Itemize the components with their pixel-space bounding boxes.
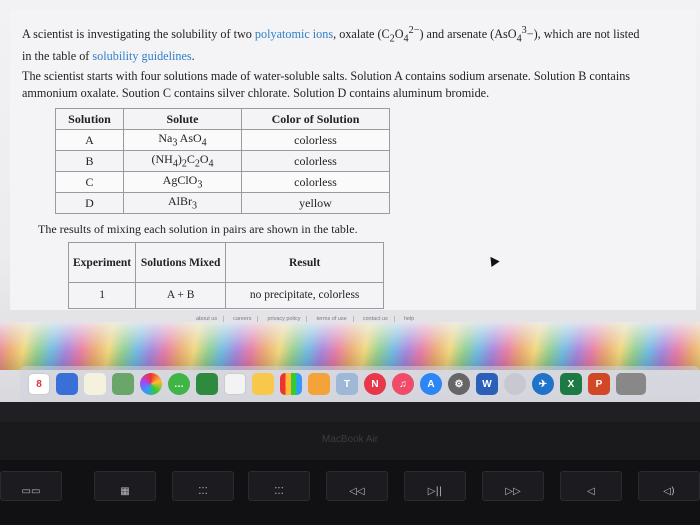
mail-icon[interactable] xyxy=(504,373,526,395)
keyboard-dim-glyph: ⁚⁚⁚ xyxy=(198,486,208,497)
notes-icon[interactable] xyxy=(84,373,106,395)
calendar-icon[interactable] xyxy=(28,373,50,395)
header-experiment: Experiment xyxy=(69,243,136,283)
question-page xyxy=(10,10,696,310)
solute-cell: AlBr$_3$ xyxy=(124,193,242,214)
notes-yellow-icon[interactable] xyxy=(252,373,274,395)
intro-text-5: in the table of xyxy=(22,48,93,63)
footer-link-about[interactable]: about us xyxy=(190,316,224,322)
intro-text-2: , oxalate (C xyxy=(333,27,390,42)
key-f10[interactable] xyxy=(560,471,622,501)
intro-text-1: A scientist is investigating the solubility of two xyxy=(22,27,255,42)
reminders-icon[interactable] xyxy=(224,373,246,395)
key-f7[interactable] xyxy=(326,471,388,501)
solutions-mixed-cell: A + B xyxy=(136,283,226,309)
powerpoint-icon[interactable] xyxy=(588,373,610,395)
table-row xyxy=(56,151,390,172)
music-icon[interactable]: ♫ xyxy=(392,373,414,395)
key-f9[interactable] xyxy=(482,471,544,501)
experiment-table-header xyxy=(69,243,384,283)
arsenate-charge: 3 xyxy=(521,25,527,36)
table-row xyxy=(56,193,390,214)
mute-glyph: ◁ xyxy=(587,486,595,497)
excel-icon[interactable] xyxy=(560,373,582,395)
footer-link-help[interactable]: help xyxy=(403,316,415,322)
link-solubility-guidelines[interactable]: solubility guidelines xyxy=(92,48,192,63)
oxalate-sub-2: 2 xyxy=(389,33,395,45)
photo-booth-icon[interactable] xyxy=(112,373,134,395)
solutions-table xyxy=(55,108,390,214)
facetime-icon[interactable] xyxy=(196,373,218,395)
solution-cell: C xyxy=(56,172,124,193)
color-cell: yellow xyxy=(242,193,390,214)
color-cell: colorless xyxy=(242,130,390,151)
word-label: W xyxy=(482,378,492,390)
experiment-number: 1 xyxy=(69,283,136,309)
solute-cell: $Na_3$ AsO$_4$ xyxy=(124,130,242,151)
intro-text-4: −), which are not listed xyxy=(526,27,640,42)
wallpaper-overlay xyxy=(0,322,700,370)
numbers-icon[interactable] xyxy=(280,373,302,395)
key-f8[interactable] xyxy=(404,471,466,501)
header-result: Result xyxy=(226,243,384,283)
oxalate-charge: 2− xyxy=(408,25,420,36)
key-f6[interactable] xyxy=(248,471,310,501)
solutions-table-header xyxy=(56,109,390,130)
footer-link-contact[interactable]: contact us xyxy=(357,316,395,322)
safari-icon[interactable]: ✈ xyxy=(532,373,554,395)
link-polyatomic-ions[interactable]: polyatomic ions xyxy=(254,27,334,42)
fast-forward-glyph: ▷▷ xyxy=(505,486,521,497)
mission-control-glyph: ▭▭ xyxy=(21,486,41,497)
oxalate-o: O xyxy=(394,27,404,42)
photos-icon[interactable] xyxy=(140,373,162,395)
intro-paragraph xyxy=(22,22,672,65)
excel-label: X xyxy=(567,378,575,390)
keyboard-bright-glyph: ⁚⁚⁚ xyxy=(274,486,284,497)
solute-cell: $(NH_4)_2C_2O_4$ xyxy=(124,151,242,172)
footer-link-careers[interactable]: careers xyxy=(227,316,258,322)
color-cell: colorless xyxy=(242,151,390,172)
header-solute: Solute xyxy=(124,109,242,130)
oxalate-sub-4: 4 xyxy=(403,33,409,45)
footer-link-terms[interactable]: terms of use xyxy=(310,316,353,322)
files-icon[interactable] xyxy=(56,373,78,395)
solute-cell: AgClO$_3$ xyxy=(124,172,242,193)
header-solutions-mixed: Solutions Mixed xyxy=(136,243,226,283)
experiment-table xyxy=(68,242,384,309)
key-f3[interactable] xyxy=(0,471,62,501)
keynote-icon[interactable] xyxy=(308,373,330,395)
result-cell: no precipitate, colorless xyxy=(226,283,384,309)
solution-cell: B xyxy=(56,151,124,172)
play-pause-glyph: ▷|| xyxy=(427,486,443,497)
solution-cell: D xyxy=(56,193,124,214)
arsenate-sub: 4 xyxy=(516,33,522,45)
laptop-brand: MacBook Air xyxy=(321,434,379,445)
presenter-icon[interactable]: T xyxy=(336,373,358,395)
header-color: Color of Solution xyxy=(242,109,390,130)
color-cell: colorless xyxy=(242,172,390,193)
table-row xyxy=(56,130,390,151)
launchpad-glyph: ▦ xyxy=(120,486,130,497)
intro-text-3: ) and arsenate (AsO xyxy=(419,27,517,42)
word-icon[interactable] xyxy=(476,373,498,395)
news-icon[interactable]: N xyxy=(364,373,386,395)
table-row xyxy=(69,283,384,309)
powerpoint-label: P xyxy=(595,378,603,390)
app-store-icon[interactable]: A xyxy=(420,373,442,395)
setup-paragraph: The scientist starts with four solutions made of water-soluble salts. Solution A contains sodium arsenate. Solution B contains ammonium oxalate. Soution C contains silver chlorate. Solution D contains aluminum bromide. xyxy=(22,69,631,100)
intro-text-6: . xyxy=(191,48,195,63)
key-f5[interactable] xyxy=(172,471,234,501)
key-f11[interactable] xyxy=(638,471,700,501)
system-preferences-icon[interactable]: ⚙ xyxy=(448,373,470,395)
footer-link-privacy[interactable]: privacy policy xyxy=(261,316,307,322)
header-solution: Solution xyxy=(56,109,124,130)
key-f4[interactable] xyxy=(94,471,156,501)
rewind-glyph: ◁◁ xyxy=(349,486,365,497)
solution-cell: A xyxy=(56,130,124,151)
results-paragraph: The results of mixing each solution in pairs are shown in the table. xyxy=(38,222,358,236)
screen-bezel xyxy=(0,402,700,422)
mouse-cursor-icon xyxy=(486,254,499,267)
calendar-day: 8 xyxy=(36,378,42,390)
dock xyxy=(20,366,700,402)
trash-icon[interactable] xyxy=(616,373,646,395)
table-row xyxy=(56,172,390,193)
messages-icon[interactable]: … xyxy=(168,373,190,395)
volume-glyph: ◁) xyxy=(663,486,675,497)
